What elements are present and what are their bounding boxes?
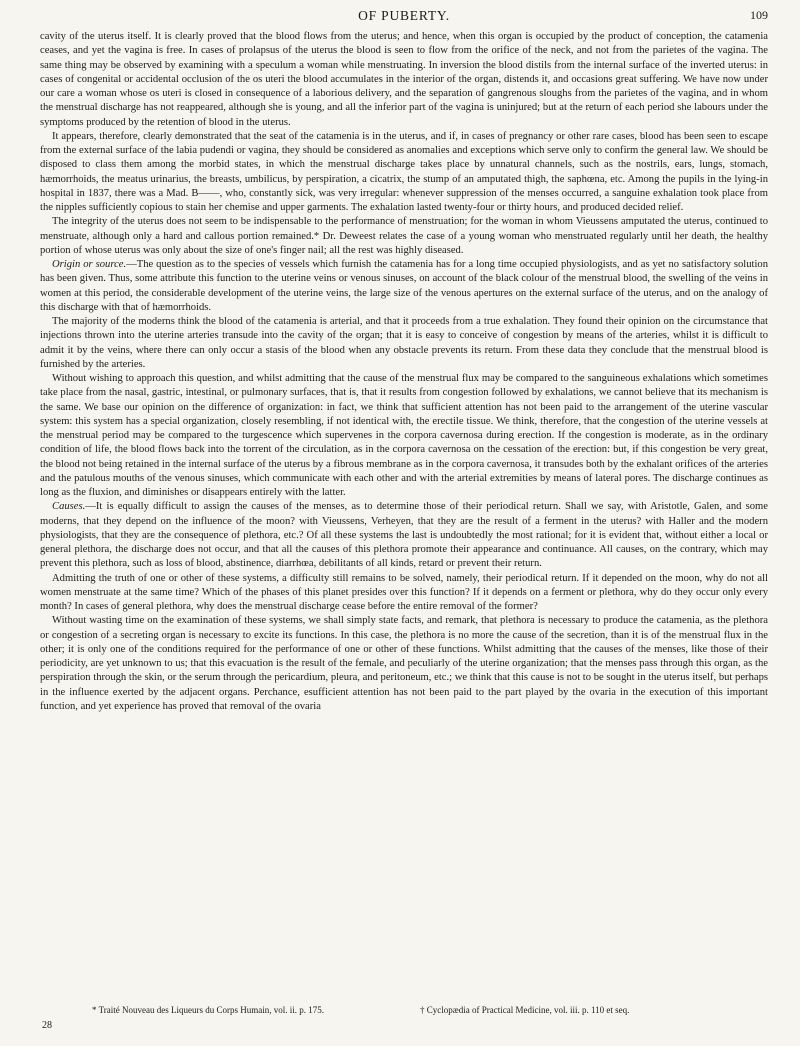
footnote-2: † Cyclopædia of Practical Medicine, vol. iii. p. 110 et seq. [420, 1005, 630, 1015]
section-lead-origin: Origin or source. [52, 259, 127, 270]
body-text [40, 30, 768, 714]
footnote-1: * Traité Nouveau des Liqueurs du Corps Humain, vol. ii. p. 175. [92, 1005, 324, 1015]
paragraph: The integrity of the uterus does not seem to be indispensable to the performance of menstruation; for the woman in whom Vieussens amputated the uterus, continued to menstruate, although only a hard and callous portion remained.* Dr. Deweest relates the case of a young woman who menstruated regularly until her death, the healthy portion of whose uterus was only about the size of one's finger nail; all the rest was highly diseased. [40, 216, 768, 256]
paragraph: Admitting the truth of one or other of these systems, a difficulty still remains to be solved, namely, their periodical return. If it depended on the moon, why do not all women menstruate at the same time? Which of the phases of this planet presides over this function? If it depends on a ferment or plethora, why do they occur only every month? In cases of general plethora, why does the menstrual discharge cease before the entire removal of the former? [40, 572, 768, 612]
paragraph-origin: Origin or source.—The question as to the species of vessels which furnish the catamenia has for a long time occupied physiologists, and as yet no satisfactory solution has been given. Thus, some attribute this function to the uterine veins or venous sinuses, on account of the black colour of the menstrual blood, the swelling of the veins in women at this period, the considerable development of the uterine veins, the large size of the venous apertures on the external surface of the uterus, and on the analogy of this discharge with that of hæmorrhoids. [40, 259, 768, 313]
paragraph: Without wishing to approach this question, and whilst admitting that the cause of the menstrual flux may be compared to the sanguineous exhalations which sometimes take place from the nasal, gastric, intestinal, or pulmonary surfaces, that is, that it results from congestion followed by exhalations, we cannot believe that its mechanism is the same. We base our opinion on the difference of organization: in fact, we think that sufficient attention has not been paid to the arrangement of the uterine vascular system: this system has a special organization, closely resembling, if not identical with, the erectile tissue. We think, therefore, that the congestion of the uterine vessels at the menstrual period may be compared to the turgescence which supervenes in the corpora cavernosa during erection. If the congestion is moderate, as in the ordinary condition of life, the blood flows back into the torrent of the circulation, as in the corpora cavernosa on the cessation of the erection: but, if this congestion be very great, the blood not being retained in the internal surface of the uterus by a fibrous membrane as in the corpora cavernosa, it transudes both by the exhalant orifices of the arteries and the patulous mouths of the venous sinuses, which communicate with each other and with the arterial extremities by means of lateral pores. The discharge continues as long as the fluxion, and diminishes or disappears entirely with the latter. [40, 373, 768, 498]
signature-mark: 28 [42, 1020, 52, 1031]
paragraph: Without wasting time on the examination of these systems, we shall simply state facts, and remark, that plethora is necessary to produce the catamenia, as the plethora or congestion of a secreting organ is necessary to excite its functions. In this case, the plethora is no more the cause of the secretion, than it is of the menstrual flux in the other; it is only one of the conditions required for the performance of one or other of these functions. Whilst admitting that the causes of the menses, like those of their periodicity, are yet unknown to us; that this evacuation is the result of the female, and peculiarly of the uterine organization; that the menses pass through this organ, as the perspiration through the skin, or the serum through the pericardium, pleura, and peritoneum, etc.; we think that this cause is not to be sought in the uterus itself, but perhaps in the influence exerted by the adjacent organs. Perchance, esufficient attention has not been paid to the part played by the ovaria in the execution of this important function, and yet experience has proved that removal of the ovaria [40, 615, 768, 712]
paragraph: The majority of the moderns think the blood of the catamenia is arterial, and that it proceeds from a true exhalation. They found their opinion on the circumstance that injections thrown into the uterine arteries transude into the cavity of the organ; that it is easy to conceive of congestion by means of the arteries, whilst it is difficult to admit it by the veins, where there can only occur a stasis of the blood when any obstacle prevents its return. From these data they conclude that the menstrual blood is furnished by the arteries. [40, 316, 768, 370]
paragraph: cavity of the uterus itself. It is clearly proved that the blood flows from the uterus; and hence, when this organ is occupied by the product of conception, the catamenia ceases, and yet the vagina is free. In cases of prolapsus of the uterus the blood is seen to flow from the orifice of the neck, and not from the parietes of the vagina. The same thing may be observed by examining with a speculum a woman while menstruating. In inversion the blood distils from the internal surface of the inverted uterus: in cases of congenital or accidental occlusion of the os uteri the blood accumulates in the interior of the organ, distends it, and occasions great suffering. We have now under our care a woman whose os uteri is closed in consequence of a laborious delivery, and the separation of gangrenous sloughs from the parietes of the vagina, and in whom the menstrual discharge has not reappeared, although she is young, and all the inferior part of the vagina is uninjured; but at the return of each period she labours under the symptoms produced by the retention of blood in the uterus. [40, 31, 768, 128]
paragraph-causes: Causes.—It is equally difficult to assign the causes of the menses, as to determine those of their periodical return. Shall we say, with Aristotle, Galen, and some moderns, that they depend on the influence of the moon? with Vieussens, Verheyen, that they are the result of a ferment in the uterus? with Haller and the modern physiologists, that they are the consequence of plethora, etc.? Of all these systems the last is undoubtedly the most rational; for it is evident that, without either a local or general plethora, the discharge does not occur, and that all the causes of this plethora promote their appearance and continuance. All causes, on the contrary, which may prevent this plethora, such as loss of blood, abstinence, diarrhœa, debilitants of all kinds, retard or prevent their return. [40, 501, 768, 570]
running-title: OF PUBERTY. [358, 8, 450, 23]
page-header [40, 6, 768, 26]
page-number: 109 [750, 8, 768, 22]
section-lead-causes: Causes. [52, 501, 86, 513]
paragraph: It appears, therefore, clearly demonstrated that the seat of the catamenia is in the uterus, and if, in cases of pregnancy or other rare cases, blood has been seen to escape from the external surface of the labia pudendi or vagina, they should be considered as anomalies and exceptions which serve only to confirm the general law. We should be disposed to class them among the morbid states, in which the menstrual discharge takes place by unnatural channels, such as the nostrils, ears, lungs, stomach, hæmorrhoids, the meatus urinarius, the breasts, umbilicus, by perspiration, a cicatrix, the stump of an amputated thigh, the saphœna, etc. Among the pupils in the lying-in hospital in 1837, there was a Mad. B——, who, constantly sick, was very irregular: whenever suppression of the menses occurred, a sanguine exhalation took place from the nipples sufficiently copious to stain her chemise and upper garments. The exhalation lasted twenty-four or thirty hours, and produced decided relief. [40, 130, 768, 213]
